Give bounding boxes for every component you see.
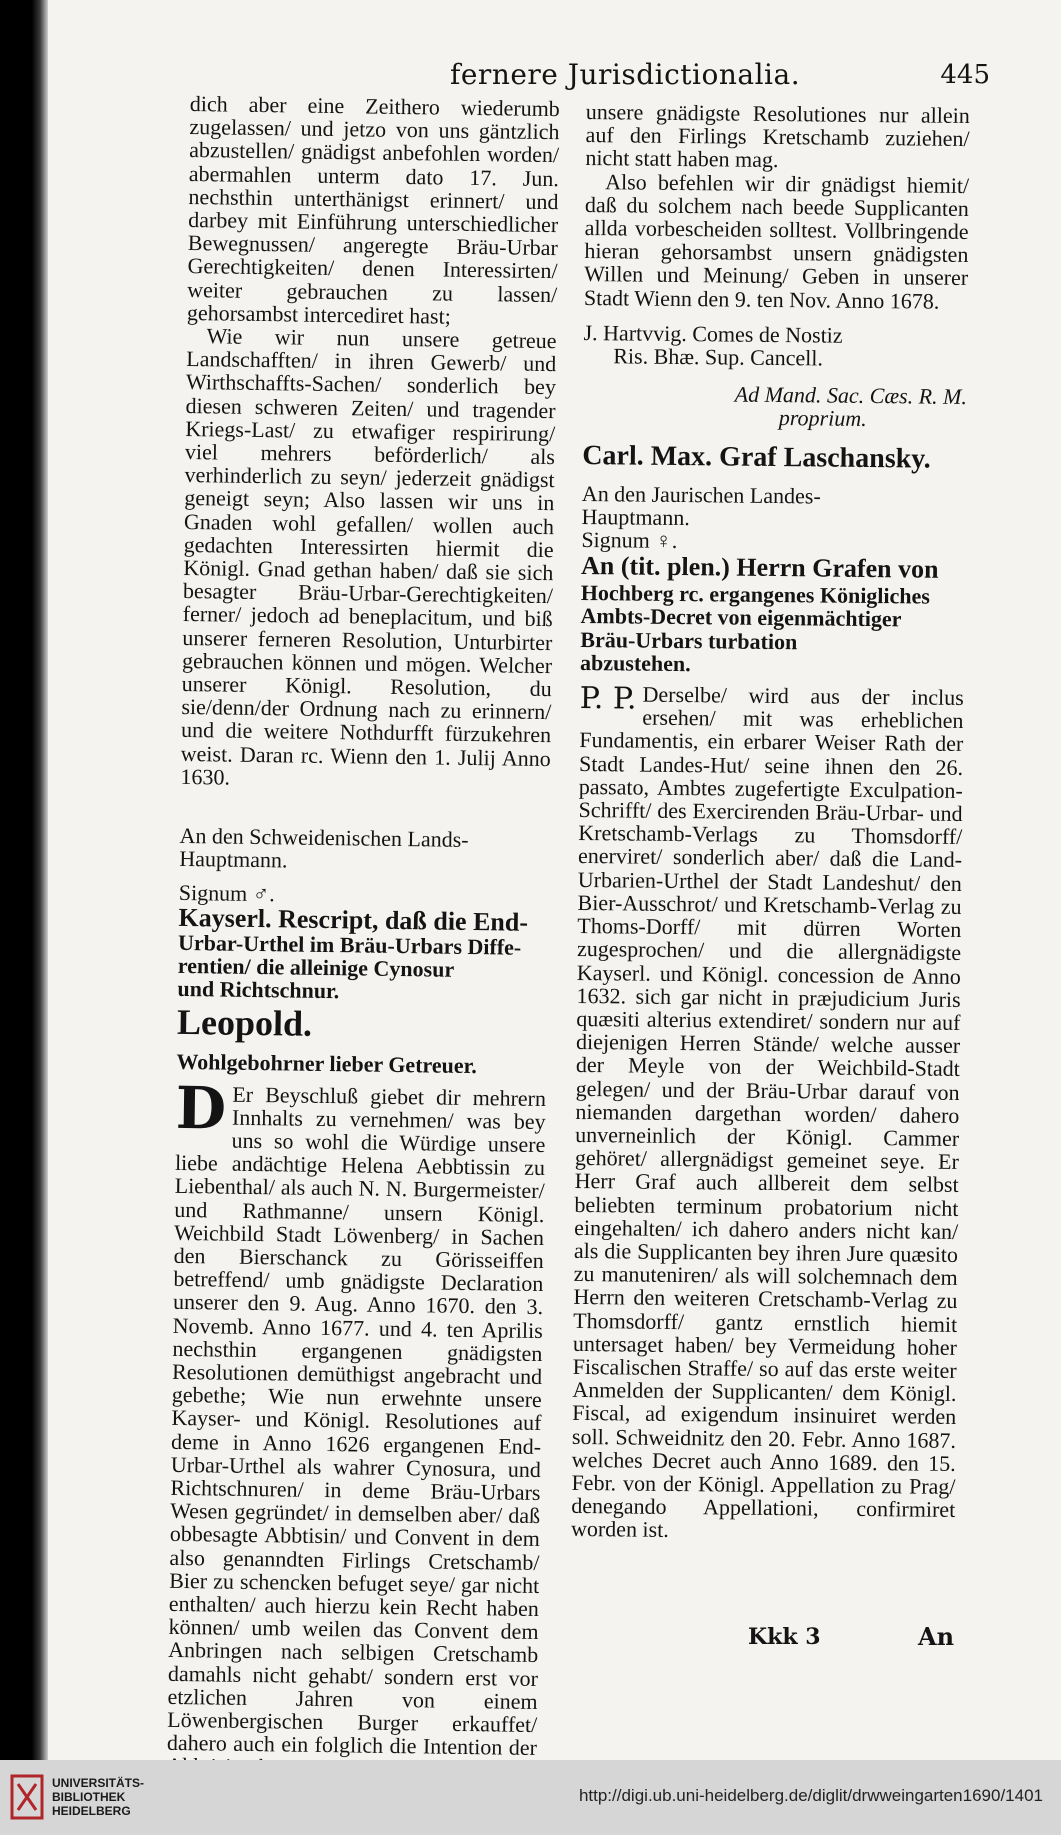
rescript-title-2: Urbar-Urthel im Bräu-Urbars Diffe-: [177, 929, 522, 960]
decree-title-1: An (tit. plen.) Herrn Grafen von: [580, 551, 939, 584]
mandate-line-2: proprium.: [778, 405, 867, 432]
signature-mark: Kkk 3: [748, 1624, 821, 1650]
left-paragraph-2: Wie wir nun unsere getreue Landschafften/ in ihren Gewerb/ und Wirthschaffts-Sachen/ sonderlich bey diesen schweren Zeiten/ und tragender Kriegs-Last/ zu etwafiger respirirung/ viel mehrers beförderlich/ als verhinderlich zu seyn/ jederzeit gnädigst geneigt seyn; Also lassen wir uns in Gnaden wohl gefallen/ wollen auch gedachten Interessirten hiermit die Königl. Gnad gethan haben/ daß sie sich besagter Bräu-Urbar-Gerechtigkeiten/ ferner/ jedoch ad beneplacitum, und biß unserer ferneren Resolution, Unturbirter gebrauchen können und mögen. Welcher unserer Königl. Resolution, du sie/denn/der Ordnung nach zu erinnern/ und die weitere Nothdurfft fürzukehren weist. Daran rc. Wienn den 1. Julij Anno 1630.: [180, 323, 557, 790]
university-logo-icon: [10, 1774, 44, 1820]
rescript-title-4: und Richtschnur.: [177, 976, 340, 1004]
emperor-name: Leopold.: [176, 1002, 313, 1045]
signatory-line-1: J. Hartvvig. Comes de Nostiz: [583, 319, 843, 348]
address-line-2: Hauptmann.: [179, 846, 288, 873]
library-name: UNIVERSITÄTS- BIBLIOTHEK HEIDELBERG: [52, 1776, 145, 1818]
running-title: fernere Jurisdictionalia.: [450, 58, 801, 91]
rescript-title-1: Kayserl. Rescript, daß die End-: [178, 902, 529, 937]
countersigner-name: Carl. Max. Graf Laschansky.: [582, 439, 931, 475]
left-paragraph-3: Er Beyschluß giebet dir mehrern Innhalts zu vernehmen/ was bey uns so wohl die Würdige unsere liebe andächtige Helena Aebbtissin zu Liebenthal/ als auch N. N. Burgermeister/ und Rathmanne/ unsern Königl. Weichbild Stadt Löwenberg/ in Sachen den Bierschanck zu Görisseiffen betreffend/ umb gnädigste Declaration unserer den 9. Aug. Anno 1670. den 3. Novemb. Anno 1677. und 4. ten Aprilis nechsthin ergangenen gnädigsten Resolutionen demüthigst angebracht und gebethe; Wie nun erwehnte unsere Kayser- und Königl. Resolutiones auf deme in Anno 1626 ergangenen End-Urbar-Urthel als wahrer Cynosura, und Richtschnuren/ in deme Bräu-Urbars Wesen gegründet/ in demselben aber/ daß obbesagte Abbtisin/ und Convent in dem also genanndten Firlings Cretschamb/ Bier zu schencken befuget seye/ gar nicht enthalten/ auch hierzu kein Recht haben können/ umb weilen das Convent dem Anbringen nach selbigen Cretschamb damahls nicht gehabt/ sondern erst vor etzlichen Jahren von einem Löwenbergischen Burger erkauffet/ dahero auch ein folglich die Intention der: [166, 1081, 547, 1761]
address-line-1: An den Schweidenischen Lands-: [179, 823, 469, 853]
left-column: [166, 92, 559, 1783]
right-address-1: An den Jaurischen Landes-: [581, 480, 821, 509]
drop-capital: D: [175, 1073, 227, 1143]
page-number: 445: [940, 60, 990, 90]
pp-marker: P. P.: [579, 681, 637, 717]
right-address-2: Hauptmann.: [581, 503, 690, 530]
catchword: An: [918, 1622, 955, 1651]
mandate-line-1: Ad Mand. Sac. Cæs. R. M.: [734, 381, 968, 410]
decree-title-3: Ambts-Decret von eigenmächtiger: [580, 603, 902, 632]
salutation: Wohlgebohrner lieber Getreuer.: [176, 1049, 478, 1079]
signum-left: Signum ♂.: [178, 879, 275, 906]
decree-title-4: Bräu-Urbars turbation: [580, 626, 798, 654]
source-url-link[interactable]: http://digi.ub.uni-heidelberg.de/diglit/drwweingarten1690/1401: [578, 1786, 1043, 1805]
right-paragraph-2: Also befehlen wir dir gnädigst hiemit/ daß du solchem nach beede Supplicanten allda vorbescheiden solltest. Vollbringende hieran gehorsambst unsern gnädigsten Willen und Meinung/ Geben in unserer Stadt Wienn den 9. ten Nov. Anno 1678.: [583, 168, 970, 314]
left-paragraph-1: dich aber eine Zeithero wiederumb zugelassen/ und jetzo von uns gäntzlich abzustellen/ gnädigst anbefohlen worden/ abermahlen unterm dato 17. Jun. nechsthin unterthänigst erinnert/ und darbey mit Einführung unterschiedlicher Bewegnussen/ angeregte Bräu-Urbar Gerechtigkeiten/ denen Interessirten/ weiter gebrauchen zu lassen/ gehorsambst intercediret hast;: [186, 91, 560, 329]
book-spine-shadow: [0, 0, 48, 1760]
signatory-line-2: Ris. Bhæ. Sup. Cancell.: [613, 343, 824, 371]
decree-title-2: Hochberg rc. ergangenes Königliches: [580, 580, 931, 609]
right-paragraph-1: unsere gnädigste Resolutiones nur allein auf den Firlings Kretschamb zuziehen/ nicht statt haben mag.: [585, 99, 970, 173]
signum-right: Signum ♀.: [581, 527, 678, 554]
footer-bar: [0, 1760, 1061, 1835]
right-column: [571, 100, 970, 1545]
rescript-title-3: rentien/ die alleinige Cynosur: [177, 952, 455, 982]
right-paragraph-3: Derselbe/ wird aus der inclus ersehen/ mit was erheblichen Fundamentis, ein erbarer Weiser Rath der Stadt Landes-Hut/ seine ihnen den 26. passato, Ambtes zugefertigte Exculpation-Schrifft/ des Exercirenden Bräu-Urbar- und Kretschamb-Verlags zu Thomsdorff/ enerviret/ sonderlich aber/ daß die Land-Urbarien-Urthel der Stadt Landeshut/ den Bier-Ausschrot/ und Kretschamb-Verlag zu Thoms-Dorff/ mit dürren Worten zugesprochen/ und die allergnädigste Kayserl. und Königl. concession de Anno 1632. sich gar nicht in præjudicium Juris quæsiti alterius extendiret/ sondern nur auf diejenigen Herren Stände/ welche ausser der Meyle von der Weichbild-Stadt gelegen/ und der Bräu-Urbar darauf von niemanden dargethan worden/ dahero unverneinlich der Königl. Cammer gehöret/ allergnädigst gemeinet seye. Er Herr Graf auch allbereit dem selbst beliebten terminum probatorium nicht eingehalten/ ich dahero anders nicht kan/ als die Supplicanten bey ihren Jure quæsito zu manuteniren/ als will solchemnach dem Herrn den weiteren Cretschamb-Verlag zu Thomsdorff/ gantz ernstlich hiemit untersaget haben/ bey Vermeidung hoher Fiscalischen Straffe/ so auf das erste weiter Anmelden der Supplicanten/ dem Königl. Fiscal, ad exigendum insinuiret werden soll. Schweidnitz den 20. Febr. Anno 1687. welches Decret auch Anno 1689. den 15. Febr. von der Königl. Appellation zu Prag/ denegando Appellationi, confirmiret worden ist.: [570, 681, 964, 1543]
decree-title-5: abzustehen.: [579, 649, 691, 676]
